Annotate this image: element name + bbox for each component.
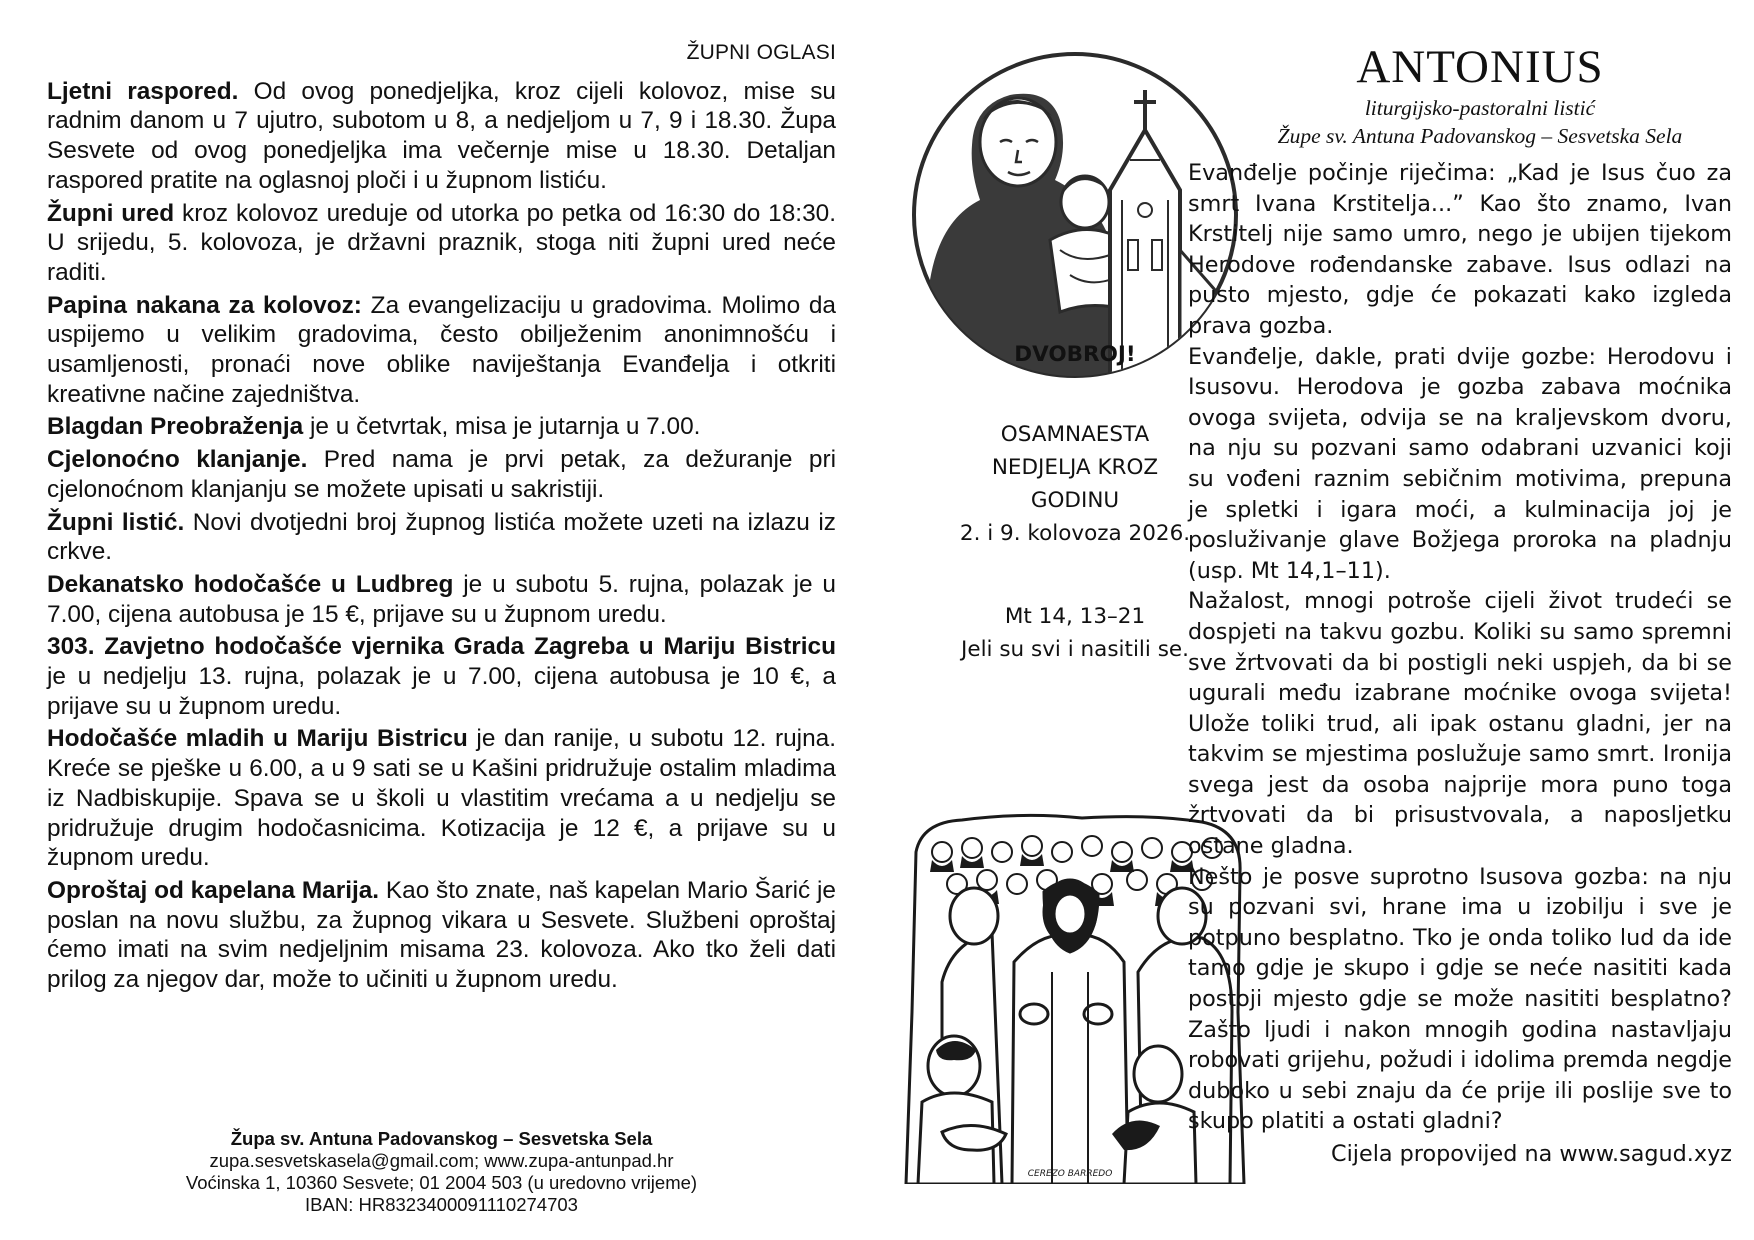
notice-item xyxy=(47,77,836,196)
notice-title: Hodočašće mladih u Mariju Bistricu xyxy=(47,725,468,753)
footer-address: Voćinska 1, 10360 Sesvete; 01 2004 503 (u uredovno vrijeme) xyxy=(185,1172,698,1193)
notice-title: Ljetni raspored. xyxy=(47,77,239,105)
notice-item xyxy=(47,570,836,629)
notice-item xyxy=(47,445,836,504)
notice-item xyxy=(47,412,836,442)
sunday-title-line-3: GODINU xyxy=(1030,488,1120,513)
reading-quote: Jeli su svi i nasitili se. xyxy=(961,637,1189,662)
reflection-column xyxy=(1188,40,1732,1169)
notices-heading: ŽUPNI OGLASI xyxy=(686,41,836,64)
notice-body: Novi dvotjedni broj župnog listića možete uzeti na izlazu iz crkve. xyxy=(47,508,836,566)
notice-title: Župni listić. xyxy=(47,508,185,536)
notice-item xyxy=(47,632,836,721)
notice-item xyxy=(47,291,836,410)
notice-title: Župni ured xyxy=(47,199,175,227)
homily-paragraph-1: Evanđelje počinje riječima: „Kad je Isus čuo za smrt Ivana Krstitelja...” Kao što znamo, Ivan Krstitelj nije samo umro, nego je ubijen tijekom Herodove rođendanske zabave. Isus odlazi na pusto mjesto, gdje će pokazati kako izgleda prava gozba. xyxy=(1188,160,1732,339)
notice-body: Kao što znate, naš kapelan Mario Šarić je poslan na novu službu, za župnog vikara u Sesvete. Službeni oproštaj ćemo imati na svim nedjeljnim misama 23. kolovoza. Ako tko želi dati prilog za njegov dar, može to učiniti u župnom uredu. xyxy=(47,876,836,994)
footer-contact: zupa.sesvetskasela@gmail.com; www.zupa-antunpad.hr xyxy=(209,1150,674,1171)
notice-body: kroz kolovoz ureduje od utorka po petka od 16:30 do 18:30. U srijedu, 5. kolovoza, je državni praznik, stoga niti župni ured neće raditi. xyxy=(47,199,836,286)
footer-parish-name: Župa sv. Antuna Padovanskog – Sesvetska Sela xyxy=(230,1128,653,1149)
notice-body: je u četvrtak, misa je jutarnja u 7.00. xyxy=(303,413,701,441)
notice-title: 303. Zavjetno hodočašće vjernika Grada Zagreba u Mariju Bistricu xyxy=(47,633,836,661)
sunday-title-line-2: NEDJELJA KROZ xyxy=(991,455,1159,480)
masthead-subtitle-1: liturgijsko-pastoralni listić xyxy=(1364,96,1596,120)
reading-reference: Mt 14, 13–21 xyxy=(1004,604,1146,629)
footer-iban: IBAN: HR8323400091110274703 xyxy=(305,1194,578,1215)
illustration-signature: CEREZO BARREDO xyxy=(1027,1169,1113,1179)
notice-title: Oproštaj od kapelana Marija. xyxy=(47,876,380,904)
notices-column xyxy=(47,38,836,998)
notice-body: je u subotu 5. rujna, polazak je u 7.00, cijena autobusa je 15 €, prijave su u župnom uredu. xyxy=(47,570,836,628)
notice-title: Blagdan Preobraženja xyxy=(47,413,304,441)
notice-item xyxy=(47,724,836,873)
double-issue-label: DVOBROJ! xyxy=(1014,342,1136,367)
sunday-title-line-1: OSAMNAESTA xyxy=(1000,422,1150,447)
full-homily-link[interactable]: Cijela propovijed na www.sagud.xyz xyxy=(1331,1141,1732,1167)
notice-title: Dekanatsko hodočašće u Ludbreg xyxy=(47,570,454,598)
notice-body: Za evangelizaciju u gradovima. Molimo da uspijemo u velikim gradovima, često obilježenim anonimnošću i usamljenosti, pronaći nove oblike naviještanja Evanđelja i otkriti kreativne načine zajedništva. xyxy=(47,291,836,408)
notice-item xyxy=(47,199,836,288)
parish-footer xyxy=(47,1128,836,1216)
masthead xyxy=(1228,40,1732,150)
homily-text xyxy=(1188,158,1732,1137)
notice-item xyxy=(47,508,836,567)
masthead-subtitle-2: Župe sv. Antuna Padovanskog – Sesvetska Sela xyxy=(1277,124,1683,148)
notice-body: Pred nama je prvi petak, za dežuranje pri cjelonoćnom klanjanju se možete upisati u sakristiji. xyxy=(47,446,836,503)
masthead-title: ANTONIUS xyxy=(1356,41,1604,93)
notice-title: Cjelonoćno klanjanje. xyxy=(47,446,308,474)
notice-body: je dan ranije, u subotu 12. rujna. Kreće se pješke u 6.00, a u 9 sati se u Kašini pridružuje ostalim mladima iz Nadbiskupije. Spava se u školi u vlastitim vrećama a u nedjelju se pridružuje drugim hodočasnicima. Kotizacija je 12 €, a prijave su u župnom uredu. xyxy=(47,725,836,872)
homily-paragraph-3: Nažalost, mnogi potroše cijeli život trudeći se dospjeti na takvu gozbu. Koliki su samo spremni sve žrtvovati da bi postigli neki uspjeh, da bi se ugurali među izabrane moćnike ovoga svijeta! Ulože toliki trud, ali ipak ostanu gladni, jer na takvim se mjestima poslužuje samo smrt. Ironija svega jest da osoba najprije mora puno toga žrtvovati da bi prisustvovala, a naposljetku ostane gladna. xyxy=(1188,588,1732,860)
notice-body: je u nedjelju 13. rujna, polazak je u 7.00, cijena autobusa je 10 €, a prijave su u župnom uredu. xyxy=(47,663,836,720)
homily-paragraph-4: Nešto je posve suprotno Isusova gozba: na nju su pozvani svi, hrane ima u izobilju i sve je potpuno besplatno. Tko je onda toliko lud da ide tamo gdje je skupo i gdje se neće nasititi kada postoji mjesto gdje se može nasititi besplatno? Zašto ljudi i nakon mnogih godina nastavljaju robovati grijehu, požudi i idolima premda negdje duboko u sebi znaju da će prije ili poslije sve to skupo platiti a ostati gladni? xyxy=(1188,863,1732,1135)
notice-body: Od ovog ponedjeljka, kroz cijeli kolovoz, mise su radnim danom u 7 ujutro, subotom u 8, a nedjeljom u 7, 9 i 18.30. Župa Sesvete od ovog ponedjeljka ima večernje mise u 18.30. Detaljan raspored pratite na oglasnoj ploči i u župnom listiću. xyxy=(47,77,836,194)
notice-title: Papina nakana za kolovoz: xyxy=(47,291,362,319)
notice-list xyxy=(47,77,836,995)
homily-paragraph-2: Evanđelje, dakle, prati dvije gozbe: Herodovu i Isusovu. Herodova je gozba zabava moćnika ovoga svijeta, odvija se na kraljevskom dvoru, na nju su pozvani samo odabrani uzvanici koji su vođeni raznim sebičnim motivima, prepuna je spletki i igara moći, a kulminacija joj je posluživanje glave Božjega proroka na pladnju (usp. Mt 14,1–11). xyxy=(1188,343,1732,584)
issue-dates: 2. i 9. kolovoza 2026. xyxy=(959,521,1191,546)
notice-item xyxy=(47,876,836,995)
